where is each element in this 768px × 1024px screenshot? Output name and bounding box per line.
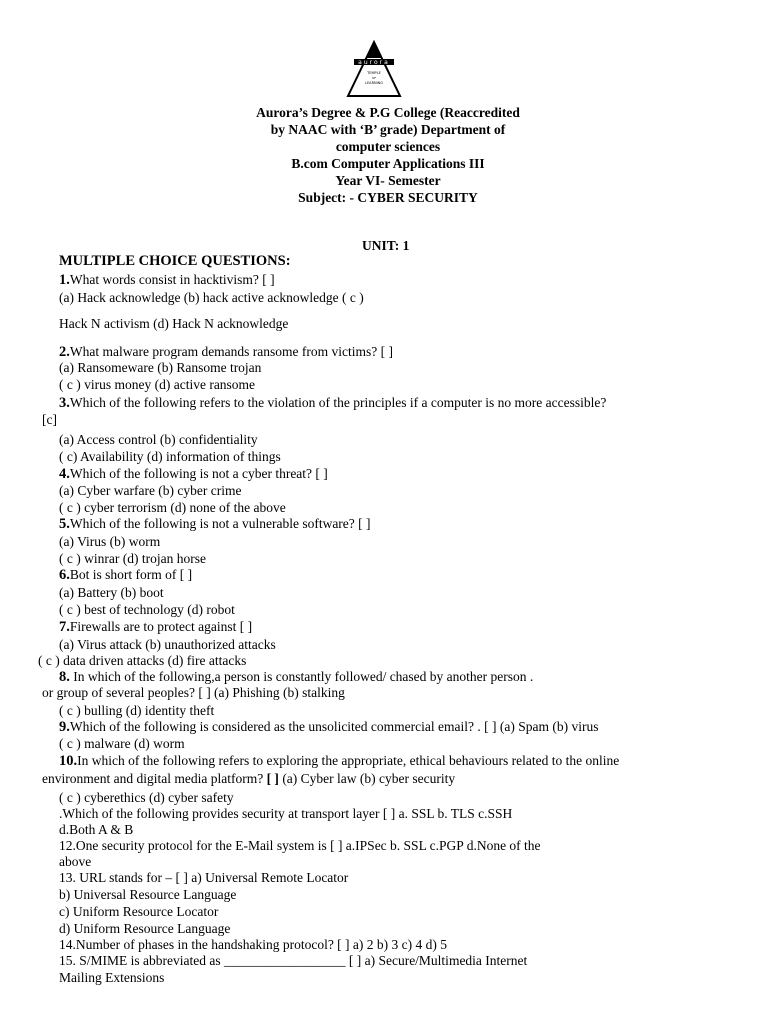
question-text: Firewalls are to protect against [ ]	[69, 619, 253, 634]
question-text: ( c ) cyberethics (d) cyber safety	[59, 790, 234, 805]
question-line	[59, 602, 235, 618]
question-text: Mailing Extensions	[59, 970, 165, 985]
question-text: ( c ) virus money (d) active ransome	[59, 377, 256, 392]
header-line-college: Aurora’s Degree & P.G College (Reaccredited	[256, 105, 520, 120]
question-text: or group of several peoples? [ ] (a) Phishing (b) stalking	[42, 685, 345, 700]
question-text: Bot is short form of [ ]	[69, 567, 193, 582]
answer-bracket: [ ]	[266, 771, 279, 786]
question-line	[59, 534, 160, 550]
question-text: .Which of the following provides security at transport layer [ ] a. SSL b. TLS c.SSH	[59, 806, 513, 821]
question-text: Which of the following is not a cyber threat? [ ]	[69, 466, 328, 481]
header-line-department: computer sciences	[335, 139, 441, 154]
header-line-naac: by NAAC with ‘B’ grade) Department of	[270, 122, 506, 137]
question-text: (a) Battery (b) boot	[59, 585, 164, 600]
question-line	[59, 567, 192, 583]
question-line	[59, 585, 164, 601]
document-header	[0, 104, 768, 206]
question-text: b) Universal Resource Language	[59, 887, 237, 902]
question-line	[59, 360, 261, 376]
question-line	[59, 970, 164, 986]
question-text: What words consist in hacktivism? [ ]	[69, 272, 275, 287]
question-line	[59, 483, 242, 499]
question-text: (a) Access control (b) confidentiality	[59, 432, 258, 447]
question-number: 4.	[59, 466, 70, 482]
question-line	[59, 703, 214, 719]
question-line	[59, 719, 598, 735]
question-line	[59, 953, 527, 969]
question-line	[59, 904, 218, 920]
question-text: In which of the following refers to exploring the appropriate, ethical behaviours related to the online	[77, 753, 620, 768]
svg-text:OF: OF	[371, 76, 377, 80]
question-text: above	[59, 854, 92, 869]
question-line	[59, 516, 371, 532]
question-text: (a) Cyber warfare (b) cyber crime	[59, 483, 242, 498]
question-text: Which of the following refers to the violation of the principles if a computer is no more accessible?	[69, 395, 607, 410]
question-number: 2.	[59, 344, 70, 360]
question-line	[59, 921, 230, 937]
question-line	[59, 870, 348, 886]
question-line	[59, 619, 252, 635]
question-line	[59, 669, 533, 685]
question-text: ( c ) data driven attacks (d) fire attacks	[38, 653, 247, 668]
question-line	[59, 432, 258, 448]
question-text: [c]	[42, 412, 57, 427]
question-number: 3.	[59, 395, 70, 411]
header-line-subject: Subject: - CYBER SECURITY	[298, 190, 478, 205]
question-text: environment and digital media platform?	[42, 771, 267, 786]
question-number: 5.	[59, 516, 70, 532]
question-line	[59, 377, 255, 393]
question-text: In which of the following,a person is constantly followed/ chased by another person .	[69, 669, 534, 684]
question-line	[59, 806, 512, 822]
question-line	[59, 637, 276, 653]
question-line	[42, 685, 345, 701]
question-text: ( c ) best of technology (d) robot	[59, 602, 235, 617]
question-line	[59, 316, 288, 332]
question-text: ( c ) winrar (d) trojan horse	[59, 551, 206, 566]
question-text: What malware program demands ransome from victims? [ ]	[69, 344, 394, 359]
question-text: ( c) Availability (d) information of things	[59, 449, 281, 464]
unit-heading: UNIT: 1	[362, 238, 410, 253]
question-text: (a) Ransomeware (b) Ransome trojan	[59, 360, 262, 375]
question-text: (a) Virus (b) worm	[59, 534, 161, 549]
svg-text:TEMPLE: TEMPLE	[367, 71, 381, 75]
question-text: 15. S/MIME is abbreviated as __________________ [ ] a) Secure/Multimedia Internet	[59, 953, 528, 968]
question-line	[59, 466, 328, 482]
aurora-triangle-logo-icon	[344, 40, 404, 98]
question-text: d) Uniform Resource Language	[59, 921, 231, 936]
question-line	[59, 449, 281, 465]
svg-text:aurora: aurora	[358, 59, 390, 66]
header-line-course: B.com Computer Applications III	[291, 156, 485, 171]
question-number: 7.	[59, 619, 70, 635]
question-line	[59, 736, 185, 752]
question-text: (a) Virus attack (b) unauthorized attacks	[59, 637, 276, 652]
question-line	[59, 822, 133, 838]
question-text: d.Both A & B	[59, 822, 134, 837]
question-text: c) Uniform Resource Locator	[59, 904, 219, 919]
question-line	[42, 412, 57, 428]
question-text: ( c ) malware (d) worm	[59, 736, 185, 751]
question-line	[59, 290, 364, 306]
header-line-semester: Year VI- Semester	[335, 173, 441, 188]
question-line	[59, 887, 236, 903]
question-number: 6.	[59, 567, 70, 583]
question-line	[59, 344, 393, 360]
question-line	[59, 838, 541, 854]
question-number: 1.	[59, 272, 70, 288]
section-title: MULTIPLE CHOICE QUESTIONS:	[59, 253, 291, 269]
question-text: (a) Hack acknowledge (b) hack active acknowledge ( c )	[59, 290, 364, 305]
question-text: 12.One security protocol for the E-Mail system is [ ] a.IPSec b. SSL c.PGP d.None of the	[59, 838, 541, 853]
question-line	[59, 395, 606, 411]
question-text: 13. URL stands for – [ ] a) Universal Remote Locator	[59, 870, 349, 885]
svg-text:LEARNING: LEARNING	[365, 81, 383, 85]
question-line	[59, 854, 91, 870]
question-text: ( c ) cyber terrorism (d) none of the above	[59, 500, 286, 515]
question-text: ( c ) bulling (d) identity theft	[59, 703, 215, 718]
question-number: 10.	[59, 753, 78, 769]
question-line	[59, 937, 447, 953]
question-text: Which of the following is not a vulnerable software? [ ]	[69, 516, 371, 531]
question-line	[59, 753, 619, 769]
question-line	[42, 771, 455, 787]
question-line	[59, 500, 286, 516]
question-text: Hack N activism (d) Hack N acknowledge	[59, 316, 289, 331]
question-line	[38, 653, 246, 669]
question-text: 14.Number of phases in the handshaking protocol? [ ] a) 2 b) 3 c) 4 d) 5	[59, 937, 448, 952]
question-line	[59, 551, 206, 567]
question-line	[59, 272, 275, 288]
question-number: 8.	[59, 669, 70, 685]
question-line	[59, 790, 234, 806]
question-text-continued: (a) Cyber law (b) cyber security	[278, 771, 456, 786]
question-number: 9.	[59, 719, 70, 735]
question-text: Which of the following is considered as the unsolicited commercial email? . [ ] (a) Spam (b) virus	[69, 719, 599, 734]
